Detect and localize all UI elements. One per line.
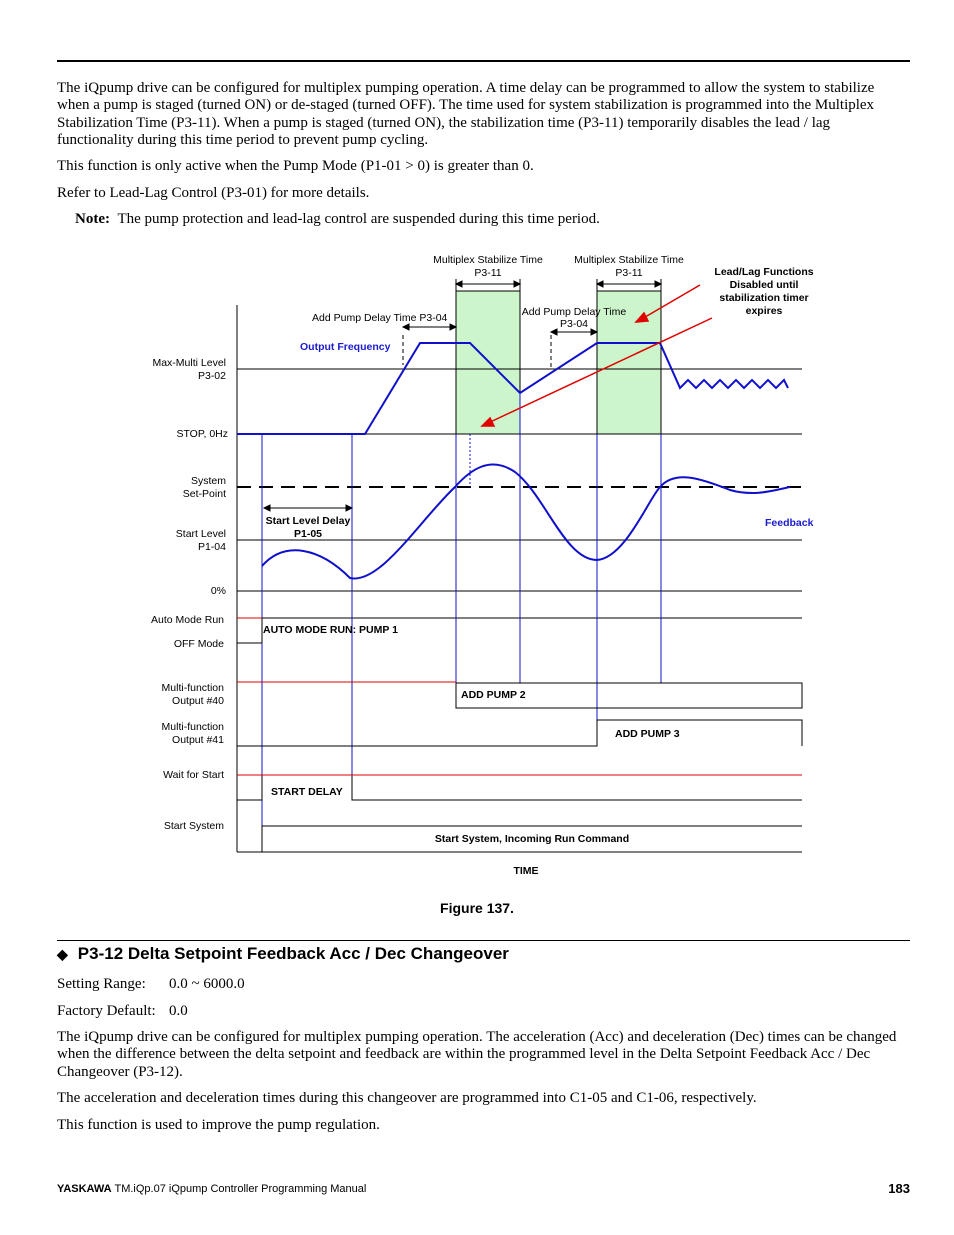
mst2-label-b: P3-11 [615, 267, 643, 279]
time-axis-label: TIME [513, 865, 539, 877]
section-title: P3-12 Delta Setpoint Feedback Acc / Dec Changeover [77, 944, 509, 963]
note [75, 211, 600, 228]
page-number: 183 [888, 1181, 910, 1196]
mfo40-label-b: Output #40 [172, 695, 224, 707]
start-level-label-a: Start Level [175, 528, 226, 540]
footer-brand: YASKAWA [57, 1183, 112, 1195]
mst1-label-a: Multiplex Stabilize Time [433, 254, 543, 266]
lead-lag-note-3: stabilization timer [719, 292, 809, 304]
section-paragraph-1: The iQpump drive can be configured for multiplex pumping operation. The acceleration (Acc) and deceleration (Dec) times can be changed when the difference between the delta setpoint and feedback are within the programmed level in the Delta Setpoint Feedback Acc / Dec Changeover (P3-12). [57, 1029, 897, 1080]
intro-paragraph: The iQpump drive can be configured for multiplex pumping operation. A time delay can be programmed to allow the system to stabilize when a pump is staged (turned ON) or de-staged (turned OFF). The time used for system stabilization is programmed into the Multiplex Stabilization Time (P3-11). When a pump is staged (turned ON), the stabilization time (P3-11) temporarily disables the lead / lag functionality during this time period to prevent pump cycling. [57, 80, 875, 148]
zero-label: 0% [210, 585, 226, 597]
section-rule [57, 940, 910, 941]
setting-range-label: Setting Range: [57, 976, 146, 992]
setpoint-label-b: Set-Point [182, 488, 226, 500]
add-pump-2-label: ADD PUMP 2 [461, 689, 526, 701]
top-rule [57, 60, 910, 62]
setting-range-value: 0.0 ~ 6000.0 [169, 976, 245, 992]
off-mode-label: OFF Mode [173, 638, 224, 650]
mst2-label-a: Multiplex Stabilize Time [574, 254, 684, 266]
start-level-delay-a: Start Level Delay [265, 515, 351, 527]
pump-mode-paragraph: This function is only active when the Pump Mode (P1-01 > 0) is greater than 0. [57, 158, 534, 174]
auto-run-label: Auto Mode Run [151, 614, 224, 626]
stabilize-time-dimensions [456, 279, 661, 291]
output-frequency-label: Output Frequency [300, 341, 391, 353]
add-pump-delay-2b: P3-04 [559, 318, 589, 330]
start-level-delay-b: P1-05 [293, 528, 323, 540]
setpoint-label-a: System [190, 475, 226, 487]
page-footer [57, 1183, 910, 1195]
setting-range [57, 976, 245, 993]
start-system-label: Start System [163, 820, 224, 832]
reference-paragraph: Refer to Lead-Lag Control (P3-01) for more details. [57, 185, 370, 201]
max-multi-label-b: P3-02 [197, 370, 226, 382]
auto-mode-run-pump1: AUTO MODE RUN: PUMP 1 [263, 624, 398, 636]
start-system-command-label: Start System, Incoming Run Command [434, 833, 630, 845]
add-pump-delay-2a: Add Pump Delay Time [521, 306, 627, 318]
feedback-label: Feedback [765, 517, 814, 529]
section-heading [57, 944, 509, 964]
note-label: Note: [75, 211, 110, 227]
mfo41-label-a: Multi-function [161, 721, 224, 733]
lead-lag-note-2: Disabled until [729, 279, 799, 291]
add-pump-delay-1: Add Pump Delay Time P3-04 [312, 312, 448, 324]
event-lines [262, 393, 661, 852]
max-multi-label-a: Max-Multi Level [152, 357, 226, 369]
section-paragraph-3: This function is used to improve the pump regulation. [57, 1117, 380, 1133]
factory-default [57, 1003, 188, 1020]
start-level-label-b: P1-04 [197, 541, 226, 553]
wait-start-label: Wait for Start [163, 769, 224, 781]
factory-default-label: Factory Default: [57, 1003, 156, 1019]
timing-diagram [0, 240, 954, 880]
mfo41-label-b: Output #41 [172, 734, 224, 746]
start-delay-label: START DELAY [271, 786, 343, 798]
add-pump-3-label: ADD PUMP 3 [615, 728, 680, 740]
note-text: The pump protection and lead-lag control are suspended during this time period. [117, 211, 600, 227]
mst1-label-b: P3-11 [474, 267, 502, 279]
diamond-bullet-icon: ◆ [57, 946, 68, 962]
factory-default-value: 0.0 [169, 1003, 188, 1019]
mfo40-label-a: Multi-function [161, 682, 224, 694]
figure-caption: Figure 137. [440, 900, 514, 916]
lead-lag-note-1: Lead/Lag Functions [714, 266, 814, 278]
footer-doc-title: TM.iQp.07 iQpump Controller Programming Manual [114, 1183, 367, 1195]
section-paragraph-2: The acceleration and deceleration times during this changeover are programmed into C1-05 and C1-06, respectively. [57, 1090, 757, 1106]
lead-lag-note-4: expires [745, 305, 783, 317]
stop-label: STOP, 0Hz [176, 428, 228, 440]
